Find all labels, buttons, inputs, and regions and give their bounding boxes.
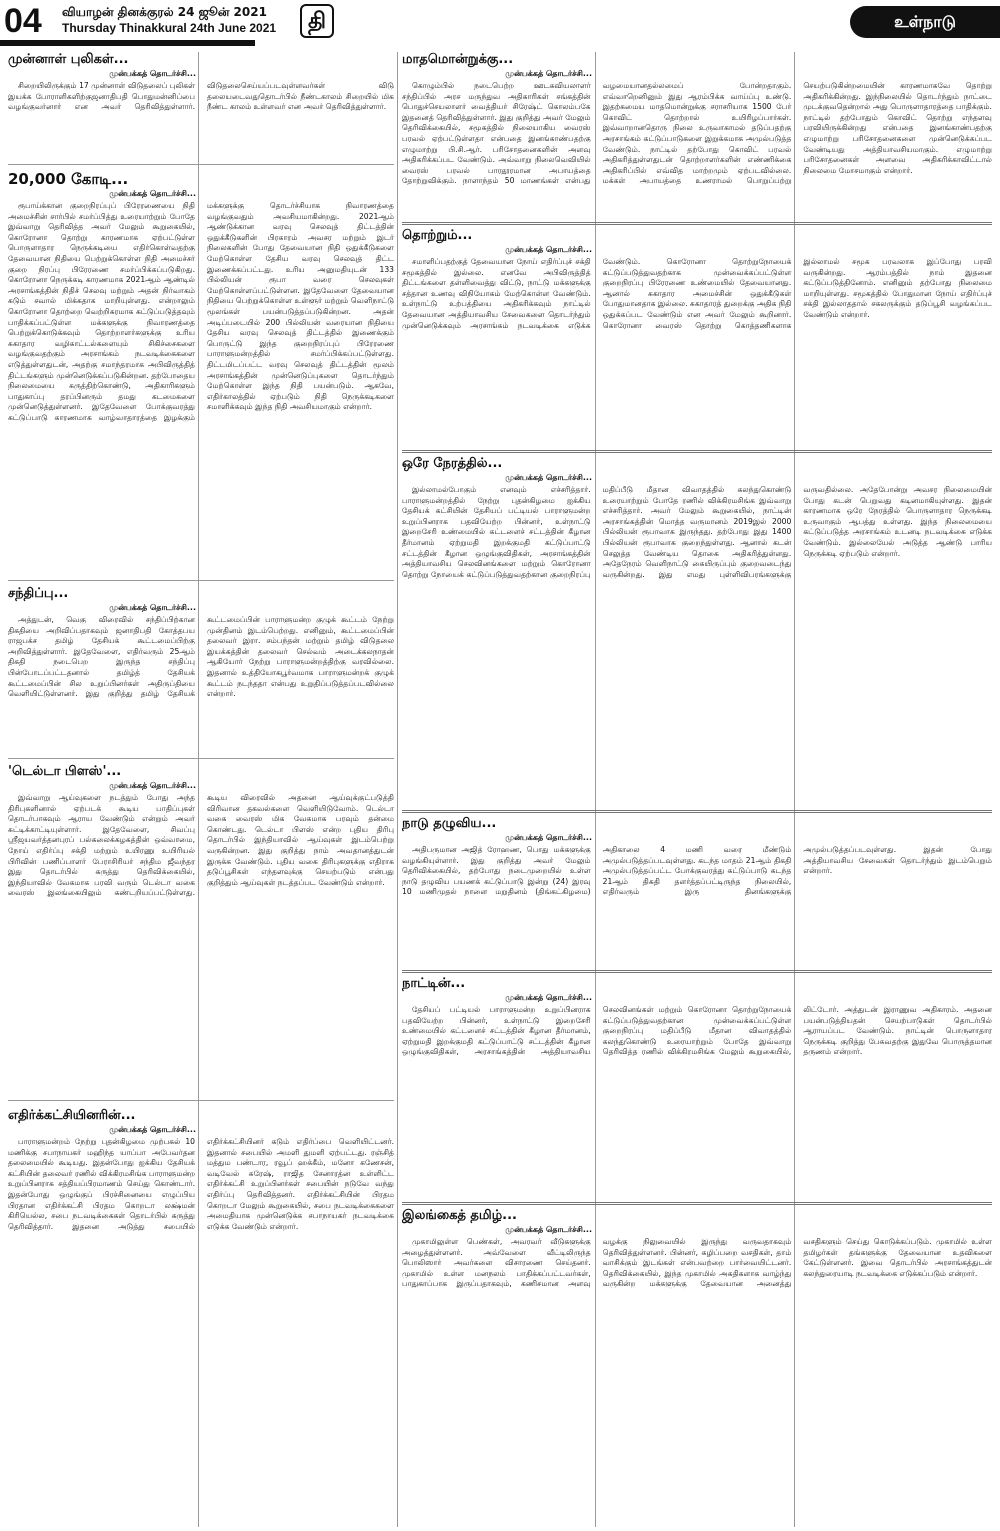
article-separator xyxy=(8,580,394,581)
article-body: பாராளுமன்றம் நேற்று புதன்கிழமை முற்பகல் 10 மணிக்கு சபாநாயகர் மஹிந்த யாப்பா அபேவர்தன தலைமையில் கூடியது. இதன்போது ஐக்கிய தேசியக் கட்சியின் தலைவர் ரணில் விக்கிரமசிங்க பாராளுமன்ற உறுப்பினராக சத்தியப்பிரமாணம் செய்து கொண்டார். இதன்போது ஒழுங்குப் பிரச்சினையை எழுப்பிய பிரதான எதிர்க்கட்சி பிரதம கொறடா லக்ஷ்மன் கிரியெல்ல, சபை நடவடிக்கைகள் தொடர்பில் கருத்து தெரிவித்தார். இதனை அடுத்து சபையில் எதிர்க்கட்சியினர் கடும் எதிர்ப்பை வெளியிட்டனர். இதனால் சபையில் அமளி துமளி ஏற்பட்டது. ரஞ்சித் மத்தும பண்டார, ரவூப் ஹக்கீம், மனோ கணேசன், வடிவேல் சுரேஷ், ராஜித சேனாரத்ன உள்ளிட்ட எதிர்க்கட்சி உறுப்பினர்கள் சபையின் நடுவே வந்து எதிர்ப்பு தெரிவித்தனர். எதிர்க்கட்சியின் பிரதம கொறடா மேலும் கூறுகையில், சபை நடவடிக்கைகளை அமைதியாக முன்னெடுக்க சபாநாயகர் நடவடிக்கை எடுக்க வேண்டும் என்றார். xyxy=(8,1137,394,1231)
thinakkural-logo: தி xyxy=(300,4,334,38)
article-body: சமாளிப்பதற்குத் தேவையான நோய் எதிர்ப்புச் சக்தி சமூகத்தில் இல்லை. எனவே அபிவிருத்தித் திட்டங்களை தள்ளிவைத்து விட்டு, நாட்டு மக்களுக்கு சத்தான உணவு விநியோகம் மேற்கொள்ள வேண்டும். உள்நாட்டு உற்பத்தியை அதிகரிக்கவும் நாட்டில் தேவையான அத்தியாவசிய சேவைகளை தொடர்ந்தும் முன்னெடுக்கவும் அரசாங்கம் நடவடிக்கை எடுக்க வேண்டும். கொரோனா தொற்றுநோயைக் கட்டுப்படுத்துவதற்காக முன்வைக்கப்பட்டுள்ள குறைநிரப்பு பிரேரணை உண்மையில் தேவையானது. ஆனால் சுகாதார அமைச்சின் ஒதுக்கீடுகள் போதுமானதாக இல்லை. சுகாதாரத் துறைக்கு அதிக நிதி ஒதுக்கப்பட வேண்டும் என அவர் மேலும் கூறினார். கொரோனா வைரஸ் தொற்று கொத்தணிகளாக இல்லாமல் சமூக பரவலாக இப்போது பரவி வருகின்றது. ஆரம்பத்தில் நாம் இதனை கட்டுப்படுத்தினோம். எனினும் தற்போது நிலைமை மாறியுள்ளது. சமூகத்தில் போதுமான நோய் எதிர்ப்புச் சக்தி இல்லாததால் சகலருக்கும் தடுப்பூசி வழங்கப்பட வேண்டும் என்றார். xyxy=(402,257,992,330)
article-ilankai-thamizh xyxy=(402,1208,992,1526)
article-ore-nerathil xyxy=(402,456,992,806)
article-nattin xyxy=(402,976,992,1198)
article-delta-plus xyxy=(8,764,394,1094)
continued-label: முன்பக்கத் தொடர்ச்சி... xyxy=(505,69,592,78)
article-headline: 20,000 கோடி... xyxy=(8,170,129,188)
page-header xyxy=(0,0,1000,46)
article-headline: சந்திப்பு... xyxy=(8,586,69,601)
article-headline: மாதமொன்றுக்கு... xyxy=(402,52,514,67)
continued-label: முன்பக்கத் தொடர்ச்சி... xyxy=(109,189,196,198)
article-headline: நாடு தழுவிய... xyxy=(402,816,497,831)
article-body: கொழும்பில் நடைபெற்ற ஊடகவியலாளர் சந்திப்பில் அரச மருந்துவ அதிகாரிகள் சங்கத்தின் பொதுச்செயலாளர் வைத்தியர் சிரேஷ்ட் கொலம்பகே இதனைத் தெரிவித்துள்ளார். இது குறித்து அவர் மேலும் தெரிவிக்கையில், சமூகத்தில் நிலையாகிய வைரஸ் பரவல் ஏற்பட்டுள்ளதா என்பதை இனங்காண்பதற்கு எழுமாற்று பி.சி.ஆர். பரிசோதனைகளின் அளவு அதிகரிக்கப்பட வேண்டும். அவ்வாறு நிலைவெவியில் வைரஸ் பரவல் பாரதூரமான அபாயத்தை தோற்றுவிக்கும். நாளாந்தம் 50 மாணங்கள் என்பது வழமையானதல்லமைப் போன்றதாகும். எவ்வாறெனினும் இது ஆரம்பிக்க வாய்ப்பு உண்டு. இதற்கமைய மாதமொன்றுக்கு சராசரியாக 1500 பேர் கொவிட் தொற்றால் உயிரிழப்பார்கள். இவ்வாறானதொரு நிலை உருவாகாமல் தடுப்பதற்கு அரசாங்கம் கட்டுப்பாடுகளை இறுக்கமாக அமுல்படுத்த வேண்டும். நாட்டில் தற்போது கொவிட் பரவல் அதிகரித்துள்ளதுடன் தொற்றாளர்களின் எண்ணிக்கை அதிகரிப்பில் எவ்வித மாற்றமும் ஏற்படவில்லை. மக்கள் அபாயத்தை உணராமல் பொறுப்பற்று செயற்படுகின்றமையின் காரணமாகவே தொற்று அதிகரிக்கின்றது. இந்நிலையில் தொடர்ந்தும் நாட்டை முடக்குவதென்றால் அது பொருளாதாரத்தை பாதிக்கும். நாட்டில் தற்போதும் கொவிட் தொற்று எந்தளவு பரவியிருக்கின்றது என்பதை இனங்காண்பதற்கு எழுமாற்று பரிசோதனைகளை முன்னெடுக்கப்பட வேண்டியது அத்தியாவசியமாகும். எழுமாற்று பரிசோதனைகள் அளவை அதிகரிக்காவிட்டால் நிலைமை மோசமாகும் என்றார். xyxy=(402,81,992,186)
article-separator xyxy=(8,164,394,165)
article-madhamonrukku xyxy=(402,52,992,218)
article-nadu-thazhuviya xyxy=(402,816,992,966)
continued-label: முன்பக்கத் தொடர்ச்சி... xyxy=(109,1125,196,1134)
continued-label: முன்பக்கத் தொடர்ச்சி... xyxy=(109,603,196,612)
article-body: முகாமிலுள்ள பெண்கள், அவரவர் வீடுகளுக்கு அழைத்துள்ளனர். அவ்வேளை வீட்டிலிருந்த பொலிஸார் அவர்களை விசாரணை செய்தனர். முகாமில் உள்ள மனநலம் பாதிக்கப்பட்டவர்கள், பாதுகாப்பாக இருப்பதாகவும், கணிசமான அளவு வழக்கு நிலுவையில் இருந்து வருவதாகவும் தெரிவித்துள்ளனர். பின்னர், கழிப்பறை வசதிகள், தாம் வாசிக்கும் இடங்கள் என்பவற்றை பார்வையிட்டனர். தெரிவிக்கையில், இந்த முகாமில் அகதிகளாக வாழ்ந்து வருகின்ற மக்களுக்கு தேவையான அனைத்து வசதிகளும் செய்து கொடுக்கப்படும். முகாமில் உள்ள தமிழர்கள் தங்களுக்கு தேவையான உதவிகளை கேட்டுள்ளனர். இவை தொடர்பில் அரசாங்கத்துடன் கலந்துரையாடி நடவடிக்கை எடுக்கப்படும் என்றார். xyxy=(402,1237,992,1289)
header-date-tamil: வியாழன் தினக்குரல் 24 ஜூன் 2021 xyxy=(62,5,267,19)
article-headline: முன்னாள் புலிகள்... xyxy=(8,52,129,67)
header-date-english: Thursday Thinakkural 24th June 2021 xyxy=(62,21,277,35)
article-body: இல்லாமல்போகும் எனவும் எச்சரித்தார். பாராளுமன்றத்தில் நேற்று புதன்கிழமை ஐக்கிய தேசியக் கட்சியின் தேசியப் பட்டியல் பாராளுமன்ற உறுப்பினராக பதவியேற்ற பின்னர், உள்நாட்டு இறைசேரி உண்மையில் கட்டளைச் சட்டத்தின் கீழான தீர்மானம் ஏற்றுமதி இறக்குமதி கட்டுப்பாட்டு சட்டத்தின் கீழான ஒழுங்குவிதிகள், அரசாங்கத்தின் அத்தியாவசிய செலவினங்களை மற்றும் கொரோனா தொற்று நோயைக் கட்டுப்படுத்துவதற்கான குறைநிரப்பு மதிப்பீடு மீதான விவாதத்தில் கலந்துகொண்டு உரையாற்றும் போதே ரணில் விக்கிரமசிங்க இவ்வாறு எச்சரித்தார். அவர் மேலும் கூறுகையில், நாட்டின் அரசாங்கத்தின் மொத்த வருமானம் 2019இல் 2000 பில்லியன் ரூபாவாக இருந்தது. தற்போது இது 1400 பில்லியன் ரூபாவாக குறைந்துள்ளது. ஆனால் கடன் செலுத்த வேண்டிய தொகை அதிகரித்துள்ளது. அதேநேரம் வெளிநாட்டு கையிருப்பும் குறைவடைந்து வருகின்றது. இது எமது புள்ளிவிபரங்களுக்கு வருவதில்லை. அதேபோன்று அவசர நிலைமையின் போது கடன் பெறுவது கடினமாகியுள்ளது. இதன் காரணமாக ஒரே நேரத்தில் பொருளாதார நெருக்கடி உருவாகும் ஆபத்து உள்ளது. இந்த நிலைமையை கட்டுப்படுத்த அரசாங்கம் உடனடி நடவடிக்கை எடுக்க வேண்டும். இல்லையேல் அடுத்த ஆண்டு பாரிய நெருக்கடி ஏற்படும் என்றார். xyxy=(402,485,992,579)
continued-label: முன்பக்கத் தொடர்ச்சி... xyxy=(505,245,592,254)
article-headline: நாட்டின்... xyxy=(402,976,466,991)
continued-label: முன்பக்கத் தொடர்ச்சி... xyxy=(109,69,196,78)
article-separator xyxy=(8,758,394,759)
continued-label: முன்பக்கத் தொடர்ச்சி... xyxy=(505,833,592,842)
article-separator xyxy=(402,222,992,225)
article-separator xyxy=(402,810,992,813)
continued-label: முன்பக்கத் தொடர்ச்சி... xyxy=(505,1225,592,1234)
column-divider xyxy=(397,52,398,1527)
article-headline: ஒரே நேரத்தில்... xyxy=(402,456,503,471)
page-number: 04 xyxy=(4,2,42,40)
section-label: உள்நாடு xyxy=(850,6,1000,38)
article-ethirkatchi xyxy=(8,1108,394,1526)
article-body: இவ்வாறு ஆய்வுகளை நடத்தும் போது அந்த திரிபுகளினால் ஏற்படக் கூடிய பாதிப்புகள் தொடர்பாகவும் ஆராய வேண்டும் என்றும் அவர் சுட்டிக்காட்டியுள்ளார். இதேவேளை, சிவப்பு ஸ்ரீஜயவர்த்தனபுரப் பல்கலைக்கழகத்தின் ஒவ்வாமை, நோய் எதிர்ப்பு சக்தி மற்றும் உயிரணு உயிரியல் பிரிவின் பணிப்பாளர் பேராசிரியர் சந்திம ஜீவந்தர இது தொடர்பில் கருத்து தெரிவிக்கையில், இந்தியாவில் வேகமாக பரவி வரும் டெல்டா வகை வைரஸ் இலங்கையிலும் கண்டறியப்பட்டுள்ளது. கூடிய விரைவில் அதனை ஆய்வுக்குட்படுத்தி விரிவான தகவல்களை வெளியிடுவோம். டெல்டா வகை வைரஸ் மிக வேகமாக பரவும் தன்மை கொண்டது. டெல்டா பிளஸ் என்ற புதிய திரிபு தொடர்பில் இந்தியாவில் ஆய்வுகள் இடம்பெற்று வருகின்றன. இது குறித்து நாம் அவதானத்துடன் இருக்க வேண்டும். புதிய வகை திரிபுகளுக்கு எதிராக தடுப்பூசிகள் எந்தளவுக்கு செயற்படும் என்பது குறித்தும் ஆய்வுகள் நடத்தப்பட வேண்டும் என்றார். xyxy=(8,793,394,898)
article-body: தேசியப் பட்டியல் பாராளுமன்ற உறுப்பினராக பதவியேற்ற பின்னர், உள்நாட்டு இறைசேரி உண்மையில் கட்டளைச் சட்டத்தின் கீழான தீர்மானம், ஏற்றுமதி இறக்குமதி கட்டுப்பாட்டு சட்டத்தின் கீழான ஒழுங்குவிதிகள், அரசாங்கத்தின் அத்தியாவசிய செலவினங்கள் மற்றும் கொரோனா தொற்றுநோயைக் கட்டுப்படுத்துவதற்கான முன்வைக்கப்பட்டுள்ள குறைநிரப்பு மதிப்பீடு மீதான விவாதத்தில் கலந்துகொண்டு உரையாற்றும் போதே இவ்வாறு தெரிவித்த ரணில் விக்கிரமசிங்க மேலும் கூறுகையில், லிட்டோர். அத்துடன் இராணுவ அதிகாரம். அதனை பயன்படுத்தியதன் செயற்பாடுகள் தொடர்பில் ஆராயப்பட வேண்டும். நாட்டின் பொருளாதார நெருக்கடி குறித்து பேசுவதற்கு இதுவே பொருத்தமான தருணம் என்றார். xyxy=(402,1005,992,1057)
article-separator xyxy=(8,1100,394,1101)
article-body: சிறையிலிருக்கும் 17 முன்னாள் விடுதலைப் புலிகள் இயக்க போராளிகளிற்குஜனாதிபதி பொதுமன்னிப்பை வழங்குவர்னார் என அவர் தெரிவித்துள்ளார். விடுதலைசெய்யப்படவுள்ளவர்கள் விடு தலையடைவதுதொடர்பில் நீண்டகாலம் சிறையில் மிக நீண்ட காலம் உள்ளவர் என அவர் தெரிவித்துள்ளார். xyxy=(8,81,394,112)
continued-label: முன்பக்கத் தொடர்ச்சி... xyxy=(505,993,592,1002)
article-headline: தொற்றும்... xyxy=(402,228,473,243)
article-headline: 'டெல்டா பிளஸ்'... xyxy=(8,764,122,779)
article-body: அத்துடன், வெகு விரைவில் சந்திப்பிற்கான திகதியை அறிவிப்பதாகவும் ஜனாதிபதி கோத்தபய ராஜபக்ச தமிழ் தேசியக் கூட்டமைப்பிற்கு அறிவித்துள்ளார். இதேவேளை, எதிர்வரும் 25ஆம் திகதி நடைபெற இருந்த சந்திப்பு பின்போடப்பட்டதனால் தமிழ்த் தேசியக் கூட்டமைப்பின் சில உறுப்பினர்கள் அதிருப்தியை வெளியிட்டுள்ளனர். இது குறித்து தமிழ் தேசியக் கூட்டமைப்பின் பாராளுமன்ற குழுக் கூட்டம் நேற்று முன்தினம் இடம்பெற்றது. எனினும், கூட்டமைப்பின் தலைவர் இரா. சம்பந்தன் மற்றும் தமிழ் விடுதலை இயக்கத்தின் தலைவர் செல்வம் அடைக்கலநாதன் ஆகியோர் நேற்று பாராளுமன்றத்திற்கு வரவில்லை. இதனால் உத்தியோகபூர்வமாக பாராளுமன்றக் குழுக் கூட்டம் நடந்ததா என்பது உறுதிப்படுத்தப்படவில்லை என்றார். xyxy=(8,615,394,699)
continued-label: முன்பக்கத் தொடர்ச்சி... xyxy=(109,781,196,790)
article-body: அதிபருமான அஜித் ரோஹண, பொது மக்களுக்கு வழங்கியுள்ளார். இது குறித்து அவர் மேலும் தெரிவிக்கையில், தற்போது நடைமுறையில் உள்ள நாடு தழுவிய பயணக் கட்டுப்பாடு இன்று (24) இரவு 10 மணிமுதல் நாளை மறுதினம் (திங்கட்கிழமை) அதிகாலை 4 மணி வரை மீண்டும் அமுல்படுத்தப்படவுள்ளது. கடந்த மாதம் 21ஆம் திகதி அமுல்படுத்தப்பட்ட போக்குவரத்து கட்டுப்பாடு கடந்த 21ஆம் திகதி தளர்த்தப்பட்டிருந்த நிலையில், எதிர்வரும் இரு தினங்களுக்கு அமுல்படுத்தப்படவுள்ளது. இதன் போது அத்தியாவசிய சேவைகள் தொடர்ந்தும் இடம்பெறும் என்றார். xyxy=(402,845,992,897)
article-santhippu xyxy=(8,586,394,754)
article-separator xyxy=(402,970,992,973)
continued-label: முன்பக்கத் தொடர்ச்சி... xyxy=(505,473,592,482)
article-separator xyxy=(402,450,992,453)
article-body: ரூபாய்க்கான குறைநிரப்புப் பிரேரணையை நிதி அமைச்சின் சார்பில் சமர்ப்பித்து உரையாற்றும் போதே இவ்வாறு தெரிவித்த அவர் மேலும் கூறுகையில், கொரோனா தொற்று காரணமாக ஏற்பட்டுள்ள பொருளாதார நெருக்கடியை எதிர்கொள்வதற்கு தேவையான நிதியை பெற்றுக்கொள்ள நிதி அமைச்சர் குறை நிரப்பு பிரேரணை சமர்ப்பிக்கப்படுகிறது. கொரோனா நெருக்கடி காரணமாக 2021ஆம் ஆண்டில் அரசாங்கத்தின் நிதிச் செலவு மற்றும் அதன் நிர்வாகம் கடும் சவால் மிக்கதாக மாறியுள்ளது. என்றாலும் கொரோனா தொற்றை வெற்றிகரமாக கட்டுப்படுத்தவும் பாதிக்கப்பட்டுள்ள மக்களுக்கு நிவாரணத்தை பெற்றுக்கொடுக்கவும் தொற்றாளர்களுக்கு உரிய சுகாதார வழிகாட்டல்களையும் சிகிச்சைகளை வழங்குவதற்கும் அரசாங்கம் நடவடிக்கைகளை எடுத்துள்ளதுடன், அதற்கு சமாந்தரமாக அபிவிருத்தித் திட்டங்களும் முன்னெடுக்கப்படுகின்றன. தற்போதைய நிலைமையை கருத்திற்கொண்டு, அதிகாரிகளும் பாதுகாப்பு தரப்பினரும் தமது கடமைகளை முன்னெடுத்துள்ளனர். இதேவேளை போக்குவரத்து கட்டுப்பாடு காரணமாக வாழ்வாதாரத்தை இழக்கும் மக்களுக்கு தொடர்ச்சியாக நிவாரணத்தை வழங்குவதும் அவசியமாகின்றது. 2021ஆம் ஆண்டுக்கான வரவு செலவுத் திட்டத்தின் ஒதுக்கீடுகளின் பிரகாரம் அவசர மற்றும் இடர் நிலைகளின் போது தேவையான நிதி ஒதுக்கீடுகளை மேற்கொள்ள தேசிய வரவு செலவுத் திட்ட இணைக்கப்பட்டது. உரிய அனுமதியுடன் 133 பில்லியன் ரூபா வரை செலவுகள் மேற்கொள்ளப்பட்டுள்ளன. இதேவேளை தேவையான நிதியை பெற்றுக்கொள்ள உள்ளூர் மற்றும் வெளிநாட்டு மூலங்கள் பயன்படுத்தப்படுகின்றன. அதன் அடிப்படையில் 200 பில்லியன் வரையான நிதியை தேசிய வரவு செலவுத் திட்டத்தில் இணைக்கும் பொருட்டு இந்த குறைநிரப்புப் பிரேரணை பாராளுமன்றத்தில் சமர்ப்பிக்கப்பட்டுள்ளது. திட்டமிடப்பட்ட வரவு செலவுத் திட்டத்தின் மூலம் அரசாங்கத்தின் முன்னெடுப்புகளை தொடர்ந்தும் மேற்கொள்ள இந்த நிதி பயன்படும். ஆகவே, எதிர்காலத்தில் ஏற்படும் நிதி நெருக்கடிகளை சமாளிக்கவும் இந்த நிதி அவசியமாகும் என்றார். xyxy=(8,201,394,422)
article-headline: இலங்கைத் தமிழ்... xyxy=(402,1208,517,1223)
article-thotrum xyxy=(402,228,992,446)
header-rule xyxy=(0,40,255,46)
article-separator xyxy=(402,1202,992,1205)
article-munnal-puligal xyxy=(8,52,394,160)
article-headline: எதிர்க்கட்சியினரின்... xyxy=(8,1108,136,1123)
article-20000-kodi xyxy=(8,170,394,578)
